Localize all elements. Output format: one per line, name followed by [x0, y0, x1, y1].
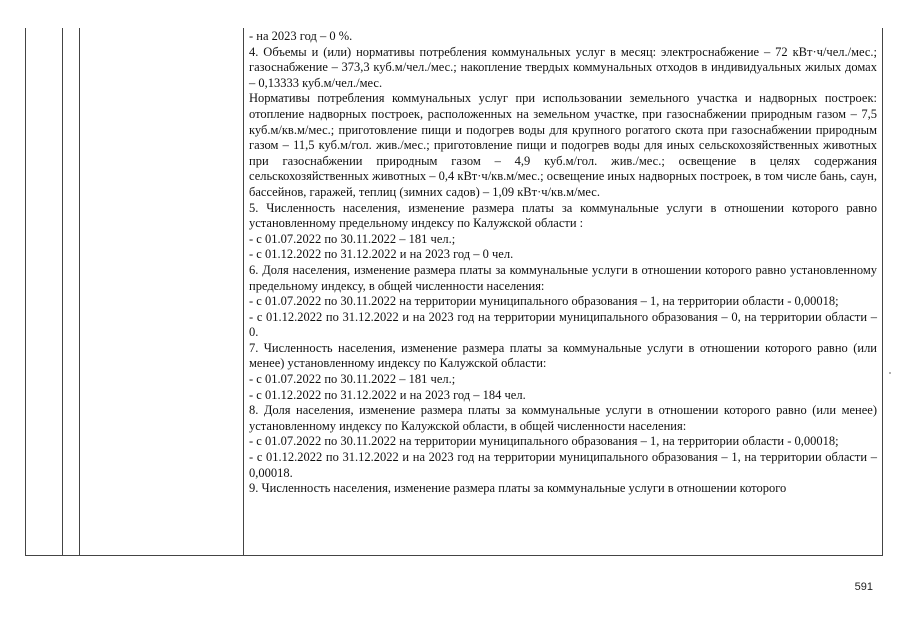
table-right-border: [882, 28, 883, 556]
text-paragraph: - с 01.12.2022 по 31.12.2022 и на 2023 год на территории муниципального образования – 1, на территории области – 0,00018.: [249, 450, 877, 480]
text-line: - с 01.07.2022 по 30.11.2022 – 181 чел.;: [249, 372, 456, 387]
text-paragraph: 6. Доля населения, изменение размера платы за коммунальные услуги в отношении которого равно установленному предельному индексу, в общей численности населения:: [249, 262, 877, 293]
table-column-divider: [243, 28, 244, 556]
scan-speck: [889, 372, 891, 374]
text-paragraph: - с 01.07.2022 по 30.11.2022 на территории муниципального образования – 1, на территории области - 0,00018;: [249, 434, 839, 449]
table-cell-text: [249, 29, 877, 497]
table-column-divider: [62, 28, 63, 556]
text-line: 9. Численность населения, изменение размера платы за коммунальные услуги в отношении которого: [249, 481, 787, 496]
text-line: - с 01.12.2022 по 31.12.2022 и на 2023 год – 0 чел.: [249, 247, 514, 262]
table-column-divider: [79, 28, 80, 556]
text-paragraph: 8. Доля населения, изменение размера платы за коммунальные услуги в отношении которого равно (или менее) установленному индексу по Калужской области, в общей численности населения:: [249, 403, 877, 433]
text-paragraph: 5. Численность населения, изменение размера платы за коммунальные услуги в отношении которого равно установленному предельному индексу по Калужской области :: [249, 200, 877, 231]
text-paragraph: - с 01.07.2022 по 30.11.2022 на территории муниципального образования – 1, на территории области - 0,00018;: [249, 294, 839, 309]
text-paragraph: - с 01.12.2022 по 31.12.2022 и на 2023 год на территории муниципального образования – 0, на территории области – 0.: [249, 309, 877, 340]
text-paragraph: Нормативы потребления коммунальных услуг при использовании земельного участка и надворных построек: отопление надворных построек, расположенных на земельном участке, при газоснабжении природным газом – 7,5 куб.м/кв.м/мес.; приготовление пищи и подогрев воды для крупного рогатого скота при газоснабжении природным газом – 11,5 куб.м/гол. жив./мес.; приготовление пищи и подогрев воды для иных сельскохозяйственных животных при газоснабжении природным газом – 4,9 куб.м/гол. жив./мес.; освещение в целях содержания сельскохозяйственных животных – 0,4 кВт·ч/кв.м/мес.; освещение иных надворных построек, в том числе бань, саун, бассейнов, гаражей, теплиц (зимних садов) – 1,09 кВт·ч/кв.м/мес.: [249, 91, 877, 199]
text-paragraph: 4. Объемы и (или) нормативы потребления коммунальных услуг в месяц: электроснабжение – 72 кВт·ч/чел./мес.; газоснабжение – 373,3 куб.м/чел./мес.; накопление твердых коммунальных отходов в индивидуальных жилых домах – 0,13333 куб.м/чел./мес.: [249, 44, 877, 90]
text-line: - с 01.07.2022 по 30.11.2022 – 181 чел.;: [249, 231, 456, 246]
text-paragraph: 7. Численность населения, изменение размера платы за коммунальные услуги в отношении которого равно (или менее) установленному индексу по Калужской области:: [249, 340, 877, 371]
page-number: 591: [854, 581, 873, 593]
text-line: - на 2023 год – 0 %.: [249, 29, 353, 43]
text-line: - с 01.12.2022 по 31.12.2022 и на 2023 год – 184 чел.: [249, 387, 526, 402]
